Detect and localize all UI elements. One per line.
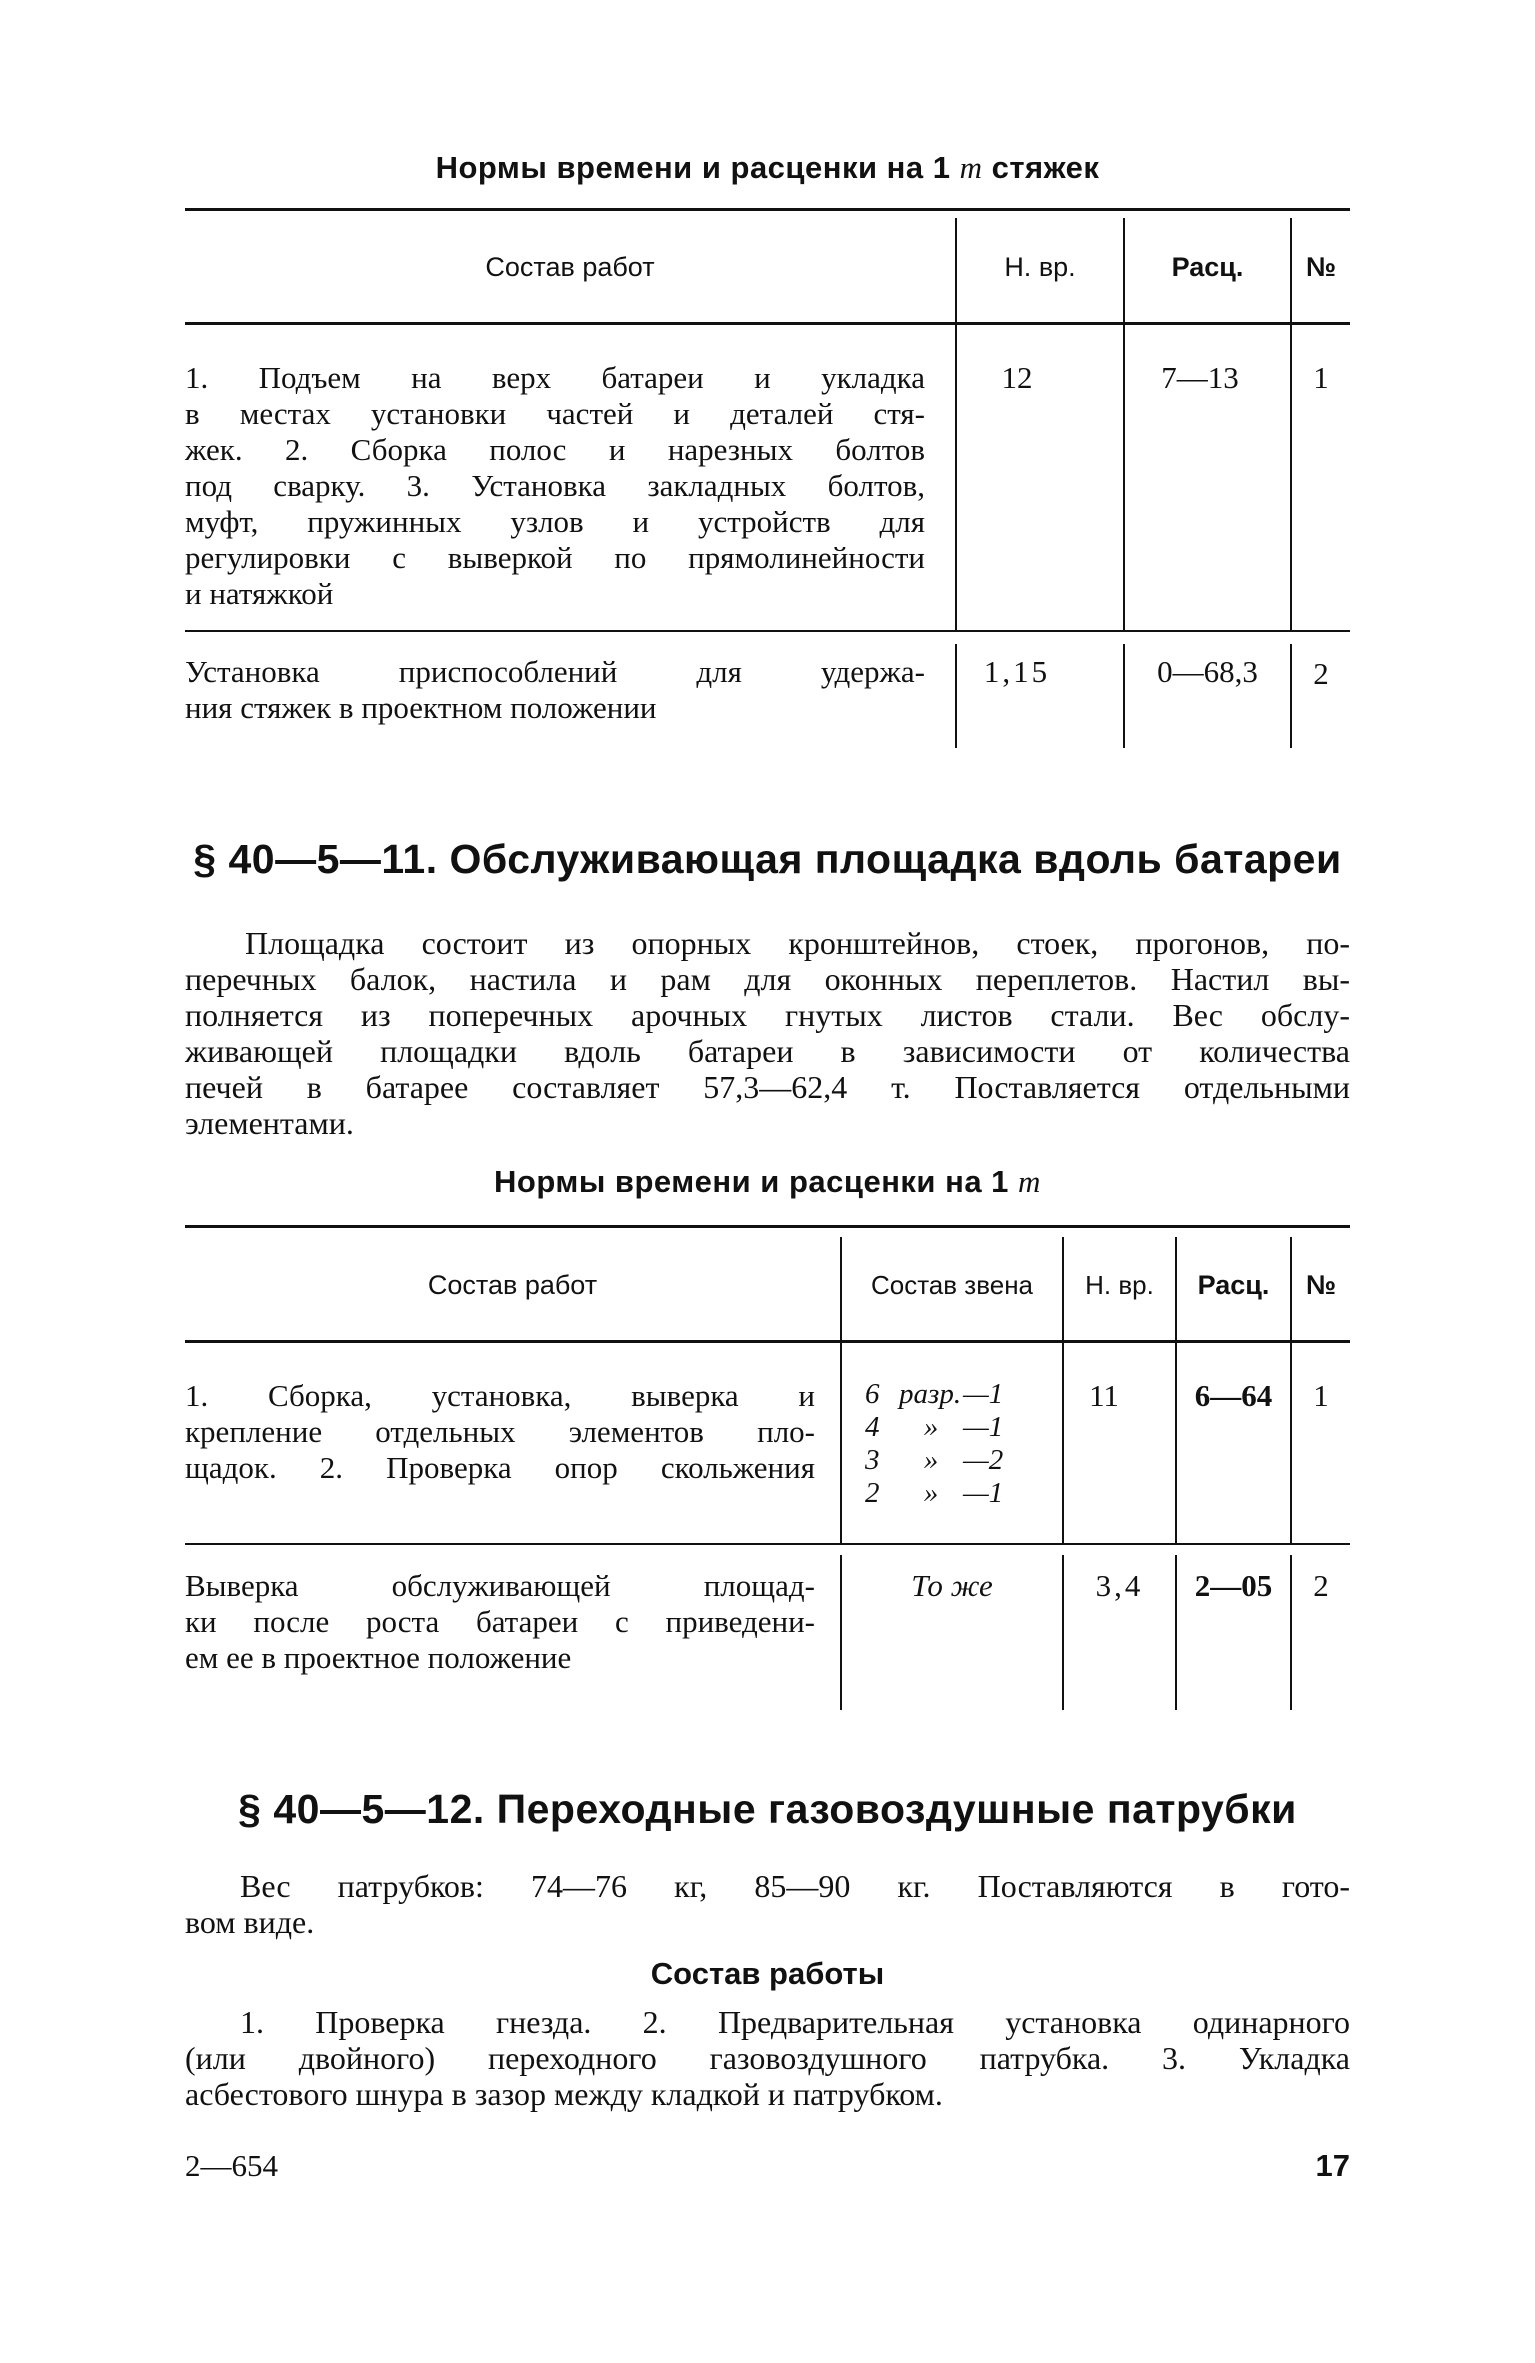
crew-count: 1 <box>988 1411 1004 1443</box>
text-line: ки после роста батареи с приведени- <box>185 1604 815 1639</box>
text-line: перечных балок, настила и рам для оконных переплетов. Настил вы- <box>185 961 1350 997</box>
text-line: элементами. <box>185 1105 354 1141</box>
subheading: Состав работы <box>650 1956 885 1991</box>
text-line: 1. Проверка гнезда. 2. Предварительная установка одинарного <box>240 2004 1350 2040</box>
text-line: вом виде. <box>185 1904 315 1940</box>
table2-caption <box>185 1164 1350 1200</box>
crew-line <box>865 1411 1055 1444</box>
section1-paragraph <box>185 925 1350 1141</box>
table1-header-norm: Н. вр. <box>1004 252 1076 282</box>
table1-header-rule <box>185 322 1350 325</box>
table2-header-crew: Состав звена <box>870 1270 1034 1300</box>
table2-caption-unit: т <box>1018 1164 1041 1199</box>
table2-row2-norm: 3,4 <box>1095 1568 1144 1603</box>
table2-header-norm: Н. вр. <box>1085 1270 1154 1300</box>
text-line: Площадка состоит из опорных кронштейнов, стоек, прогонов, по- <box>245 925 1350 961</box>
table2-caption-text: Нормы времени и расценки на 1 <box>494 1164 1019 1199</box>
table1-row2-norm: 1,15 <box>983 654 1051 689</box>
table1-row2-no: 2 <box>1313 656 1329 691</box>
table1-caption-unit: т <box>959 150 983 185</box>
table2-row1-no: 1 <box>1313 1378 1329 1413</box>
table1-row1-work <box>185 360 925 612</box>
text-line: Вес патрубков: 74—76 кг, 85—90 кг. Поставляются в гото- <box>240 1868 1350 1904</box>
table1-row-rule <box>185 630 1350 632</box>
table2-header-work: Состав работ <box>427 1270 598 1300</box>
text-line: Выверка обслуживающей площад- <box>185 1568 815 1603</box>
section2-work-list <box>185 2004 1350 2112</box>
table2-header-no: № <box>1305 1270 1337 1300</box>
text-line: ния стяжек в проектном положении <box>185 690 657 725</box>
text-line: асбестового шнура в зазор между кладкой и патрубком. <box>185 2076 943 2112</box>
text-line: жек. 2. Сборка полос и нарезных болтов <box>185 432 925 467</box>
text-line: 1. Подъем на верх батареи и укладка <box>185 360 925 395</box>
table2-row2-rate: 2—05 <box>1194 1568 1273 1603</box>
crew-label: » <box>923 1411 939 1443</box>
crew-dash: — <box>963 1477 989 1509</box>
crew-grade: 3 <box>865 1444 880 1476</box>
table2-row1-work <box>185 1378 815 1486</box>
table2-row1-rate: 6—64 <box>1194 1378 1273 1413</box>
table1-caption-text: Нормы времени и расценки на 1 <box>435 150 960 185</box>
section2-paragraph <box>185 1868 1350 1940</box>
crew-label: разр. <box>899 1378 962 1410</box>
crew-line <box>865 1444 1055 1477</box>
table2-row2-no: 2 <box>1313 1568 1329 1603</box>
table2-row1-norm: 11 <box>1089 1378 1119 1413</box>
text-line: и натяжкой <box>185 576 334 611</box>
section-title: § 40—5—12. Переходные газовоздушные патрубки <box>238 1786 1297 1832</box>
text-line: полняется из поперечных арочных гнутых листов стали. Вес обслу- <box>185 997 1350 1033</box>
crew-dash: — <box>963 1444 989 1476</box>
text-line: ем ее в проектное положение <box>185 1640 572 1675</box>
table2-row2-crew: То же <box>911 1568 993 1603</box>
table2-row2-work <box>185 1568 815 1676</box>
table2-row1-crew <box>865 1378 1055 1510</box>
table1-row1-no: 1 <box>1313 360 1329 395</box>
text-line: 1. Сборка, установка, выверка и <box>185 1378 815 1413</box>
printer-signature: 2—654 <box>185 2148 278 2183</box>
table1-caption-tail: стяжек <box>982 150 1100 185</box>
crew-grade: 6 <box>865 1378 880 1410</box>
text-line: Установка приспособлений для удержа- <box>185 654 925 689</box>
table2-header-rate: Расц. <box>1197 1270 1270 1300</box>
table1-header-no: № <box>1305 252 1337 282</box>
text-line: под сварку. 3. Установка закладных болтов, <box>185 468 925 503</box>
crew-count: 1 <box>988 1378 1004 1410</box>
text-line: в местах установки частей и деталей стя- <box>185 396 925 431</box>
crew-dash: — <box>963 1411 989 1443</box>
crew-count: 2 <box>988 1444 1004 1476</box>
table1-row2-work <box>185 654 925 726</box>
crew-grade: 2 <box>865 1477 880 1509</box>
crew-label: » <box>923 1477 939 1509</box>
table2-top-rule <box>185 1225 1350 1228</box>
crew-count: 1 <box>988 1477 1004 1509</box>
table1-row1-rate: 7—13 <box>1161 360 1239 395</box>
text-line: муфт, пружинных узлов и устройств для <box>185 504 925 539</box>
table1-top-rule <box>185 208 1350 211</box>
table2-row-rule <box>185 1543 1350 1545</box>
text-line: щадок. 2. Проверка опор скольжения <box>185 1450 815 1485</box>
table1-row1-norm: 12 <box>1001 360 1033 395</box>
crew-grade: 4 <box>865 1411 880 1443</box>
page-number: 17 <box>1315 2148 1350 2183</box>
crew-dash: — <box>963 1378 989 1410</box>
text-line: регулировки с выверкой по прямолинейности <box>185 540 925 575</box>
crew-label: » <box>923 1444 939 1476</box>
section-title: § 40—5—11. Обслуживающая площадка вдоль батареи <box>193 836 1342 882</box>
table1-caption <box>185 150 1350 186</box>
text-line: крепление отдельных элементов пло- <box>185 1414 815 1449</box>
crew-line <box>865 1477 1055 1510</box>
table1-row2-rate: 0—68,3 <box>1157 654 1258 689</box>
text-line: печей в батарее составляет 57,3—62,4 т. Поставляется отдельными <box>185 1069 1350 1105</box>
text-line: живающей площадки вдоль батареи в зависимости от количества <box>185 1033 1350 1069</box>
table1 <box>185 208 1350 748</box>
text-line: (или двойного) переходного газовоздушного патрубка. 3. Укладка <box>185 2040 1350 2076</box>
table1-header-rate: Расц. <box>1171 252 1244 282</box>
crew-line <box>865 1378 1055 1411</box>
table2 <box>185 1225 1350 1710</box>
table1-header-work: Состав работ <box>485 252 655 282</box>
